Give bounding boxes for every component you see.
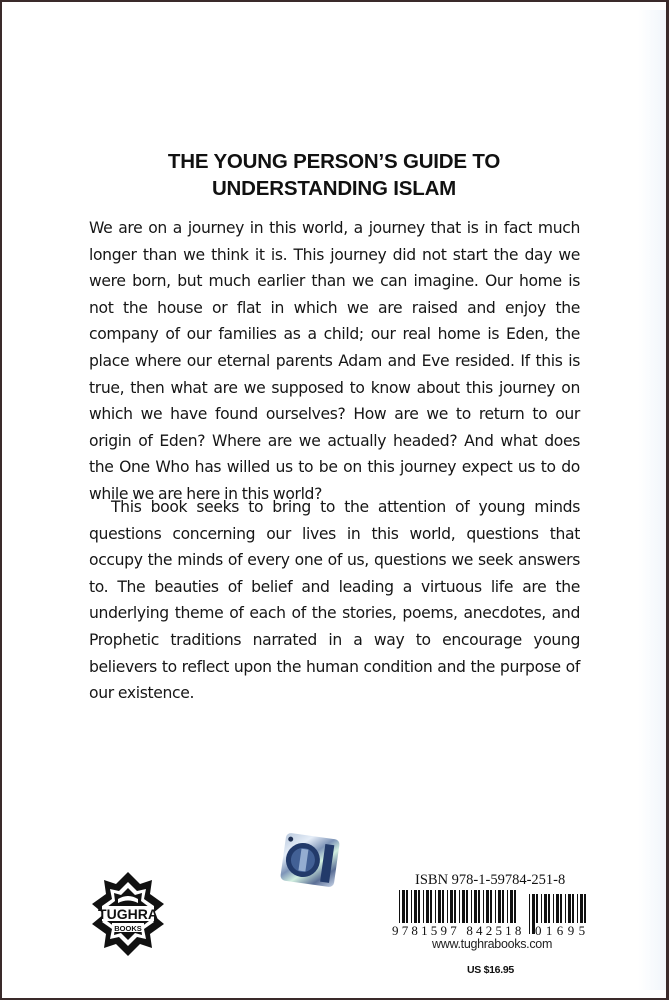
logo-text-sub: BOOKS [114, 924, 142, 933]
blurb-paragraph-2: This book seeks to bring to the attention of young minds questions concerning our lives in this world, questions that occupy the minds of every one of us, questions we seek answers to. The beauties of belief and leading a virtuous life are the underlying theme of each of the stories, poems, anecdotes, and Prophetic traditions narrated in a way to encourage young believers to reflect upon the human condition and the purpose of our existence. [89, 498, 580, 703]
isbn-label: ISBN 978-1-59784-251-8 [415, 872, 566, 888]
hologram-sticker-icon [277, 830, 343, 890]
tughra-books-logo-icon [90, 870, 166, 958]
blurb-paragraph-1: We are on a journey in this world, a journey that is in fact much longer than we think it is. This journey did not start the day we were born, but much earlier than we can imagine. Our home is not the house or flat in which we are raised and enjoy the company of our families as a child; our real home is Eden, the place where our eternal parents Adam and Eve resided. If this is true, then what are we supposed to know about this journey on which we have found ourselves? How are we to return to our origin of Eden? Where are we actually headed? And what does the One Who has willed us to be on this journey expect us to do while we are here in this world? [89, 219, 580, 503]
barcode-main-digits: 9781597 842518 [392, 923, 525, 938]
barcode-bar [529, 894, 530, 934]
book-title [2, 148, 666, 202]
logo-text-main: TUGHRA [98, 906, 158, 922]
book-back-cover [2, 2, 666, 998]
barcode-addon-digits: 01695 [535, 923, 590, 938]
price-label: US $16.95 [467, 964, 514, 976]
title-line-1: THE YOUNG PERSON’S GUIDE TO [167, 150, 501, 173]
publisher-website: www.tughrabooks.com [432, 937, 553, 951]
title-line-2: UNDERSTANDING ISLAM [211, 177, 457, 200]
